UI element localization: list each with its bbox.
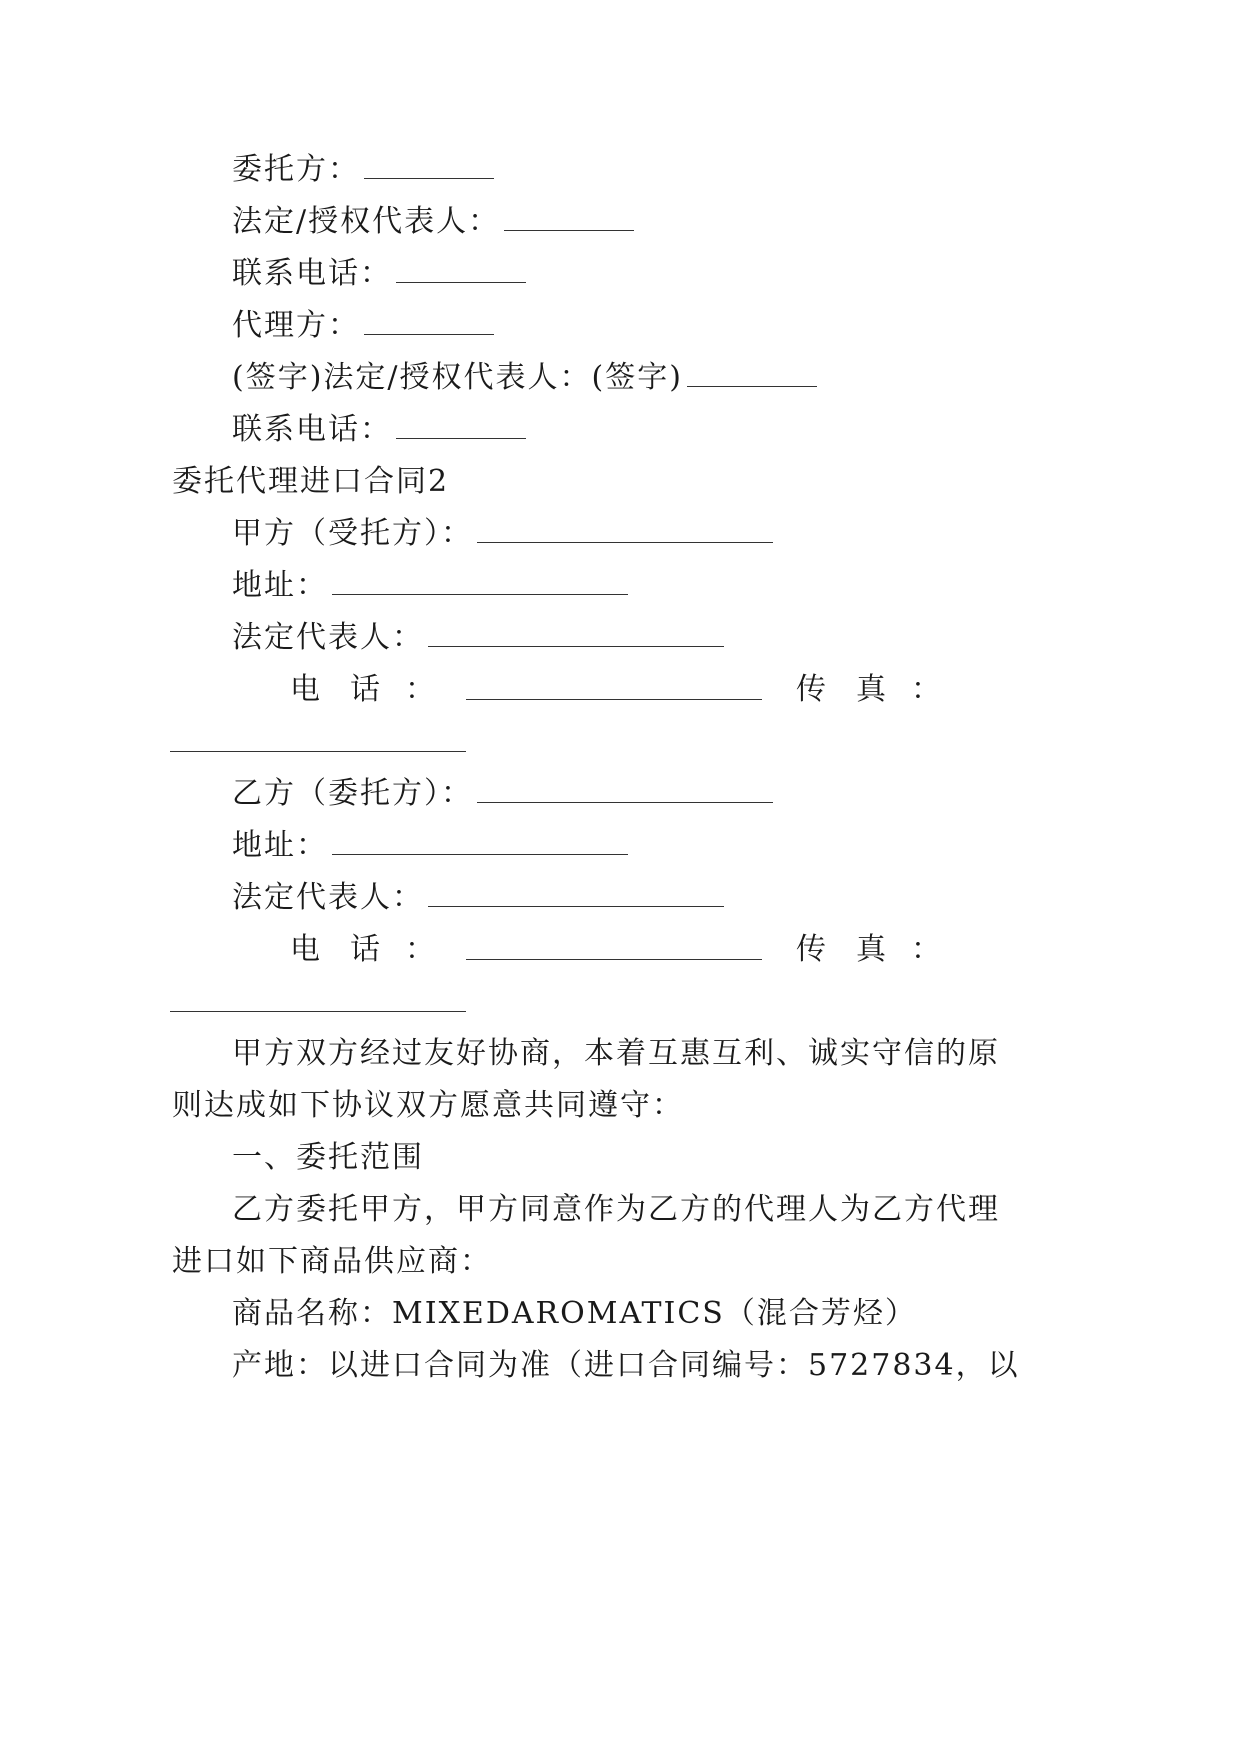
section-1-heading: 一、委托范围 — [232, 1140, 424, 1175]
agent-line — [232, 306, 494, 346]
client-line — [232, 150, 494, 190]
party-a-fax-char-1: 传 — [796, 672, 826, 707]
origin-line: 产地：以进口合同为准（进口合同编号：5727834，以 — [232, 1348, 1020, 1383]
intro-line-1: 甲方双方经过友好协商，本着互惠互利、诚实守信的原 — [232, 1036, 1000, 1071]
party-b-fax-blank — [170, 1011, 466, 1012]
party-b-address-line — [232, 826, 628, 866]
intro-line-2: 则达成如下协议双方愿意共同遵守： — [172, 1088, 684, 1123]
party-a-address-blank — [332, 570, 628, 595]
agent-rep-label: (签字)法定/授权代表人：(签字) — [232, 360, 683, 395]
agent-phone-label: 联系电话： — [232, 412, 392, 447]
section-1-paragraph-line-2: 进口如下商品供应商： — [172, 1244, 492, 1279]
party-a-rep-line — [232, 618, 724, 658]
party-a-rep-blank — [428, 622, 724, 647]
party-a-phone-char-3: ： — [405, 672, 435, 707]
agent-label: 代理方： — [232, 308, 360, 343]
party-b-name-line — [232, 774, 773, 814]
party-b-address-label: 地址： — [232, 828, 328, 863]
party-a-phone-blank — [466, 699, 762, 700]
agent-rep-line — [232, 358, 817, 398]
agent-blank — [364, 310, 494, 335]
party-b-name-blank — [477, 778, 773, 803]
goods-name-line: 商品名称：MIXEDAROMATICS（混合芳烃） — [232, 1296, 917, 1331]
agent-rep-blank — [687, 362, 817, 387]
client-phone-line — [232, 254, 526, 294]
party-a-name-line — [232, 514, 773, 554]
party-b-fax-char-2: 真 — [856, 932, 886, 967]
party-b-rep-line — [232, 878, 724, 918]
party-b-phone-char-2: 话 — [350, 932, 380, 967]
party-b-rep-label: 法定代表人： — [232, 880, 424, 915]
agent-phone-blank — [396, 414, 526, 439]
party-a-name-label: 甲方（受托方）： — [232, 516, 473, 551]
client-rep-blank — [504, 206, 634, 231]
party-a-rep-label: 法定代表人： — [232, 620, 424, 655]
party-b-fax-char-3: ： — [911, 932, 941, 967]
party-b-fax-char-1: 传 — [796, 932, 826, 967]
party-b-phone-fax-line — [0, 930, 1241, 970]
party-b-name-label: 乙方（委托方）： — [232, 776, 473, 811]
party-a-phone-char-1: 电 — [290, 672, 320, 707]
client-blank — [364, 154, 494, 179]
contract-title: 委托代理进口合同2 — [172, 464, 450, 499]
party-a-fax-char-2: 真 — [856, 672, 886, 707]
section-1-paragraph-line-1: 乙方委托甲方，甲方同意作为乙方的代理人为乙方代理 — [232, 1192, 1000, 1227]
party-b-phone-char-3: ： — [405, 932, 435, 967]
party-b-phone-char-1: 电 — [290, 932, 320, 967]
party-a-fax-blank — [170, 751, 466, 752]
party-b-address-blank — [332, 830, 628, 855]
party-b-phone-blank — [466, 959, 762, 960]
party-a-address-line — [232, 566, 628, 606]
client-rep-line — [232, 202, 634, 242]
party-a-fax-char-3: ： — [911, 672, 941, 707]
client-phone-label: 联系电话： — [232, 256, 392, 291]
party-a-name-blank — [477, 518, 773, 543]
client-rep-label: 法定/授权代表人： — [232, 204, 501, 239]
agent-phone-line — [232, 410, 526, 450]
party-a-phone-fax-line — [0, 670, 1241, 710]
party-a-address-label: 地址： — [232, 568, 328, 603]
client-label: 委托方： — [232, 152, 360, 187]
party-a-phone-char-2: 话 — [350, 672, 380, 707]
party-b-rep-blank — [428, 882, 724, 907]
client-phone-blank — [396, 258, 526, 283]
